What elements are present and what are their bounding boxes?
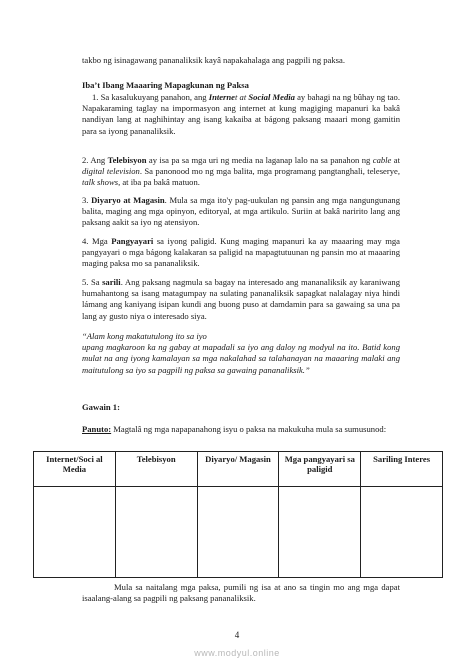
internet-term: Interne — [208, 92, 235, 102]
watermark: www.modyul.online — [194, 648, 280, 658]
column-header-internet: Internet/Soci al Media — [34, 452, 116, 487]
answer-cell-pangyayari[interactable] — [279, 487, 361, 578]
social-media-term: Social Media — [248, 92, 295, 102]
panuto-instruction: Panuto: Magtalâ ng mga napapanahong isyu o paksa na makukuha mula sa sumusunod: — [82, 424, 387, 434]
column-header-pangyayari: Mga pangyayari sa paligid — [279, 452, 361, 487]
source-item-internet: 1. Sa kasalukuyang panahon, ang Internet at Social Media ay bahagi na ng bûhay ng tao. Napakaraming taglay na impormasyon ang internet at kung magiging mapanuri ka bakâ nandiyan lang at naghihintay ang isang kakaiba at bágong paksang maaari mong gamitin para sa iyong pananaliksik. — [82, 92, 400, 136]
column-header-diyaryo: Diyaryo/ Magasin — [197, 452, 279, 487]
column-header-sariling-interes: Sariling Interes — [361, 452, 443, 487]
source-item-sarili: 5. Sa sarili. Ang paksang nagmula sa bagay na interesado ang mananaliksik ay karaniwang humahantong sa isang matagumpay na sulating pananaliksik sapagkat nalalagay niya hindi lámang ang kaniyang isipan kundi ang buong puso at damdamin para sa gawaing sa una pa lang ay gusto niya o interesado siya. — [82, 277, 401, 321]
source-item-telebisyon: 2. Ang Telebisyon ay isa pa sa mga uri ng media na laganap lalo na sa panahon ng cable at digital television. Sa panonood mo ng mga balita, mga programang pangtanghali, teleserye, talk shows, at iba pa bakâ matuon. — [82, 155, 400, 188]
sarili-term: sarili — [102, 277, 121, 287]
telebisyon-term: Telebisyon — [107, 155, 147, 165]
intro-line: takbo ng isinagawang pananaliksik kayâ napakahalaga ang pagpili ng paksa. — [82, 55, 345, 65]
answer-cell-diyaryo[interactable] — [197, 487, 279, 578]
panuto-label: Panuto: — [82, 424, 112, 434]
closing-paragraph: Mula sa naitalang mga paksa, pumili ng isa at ano sa tingin mo ang mga dapat isaalang-alang sa pagpili ng paksang pananaliksik. — [82, 582, 400, 604]
source-item-pangyayari: 4. Mga Pangyayari sa iyong paligid. Kung maging mapanuri ka ay maaaring may mga pangyayari o mga bágong kalakaran sa paligid na mapagtutuunan ng pansin mo at maaaring maging paksa mo sa pananaliksik. — [82, 236, 400, 269]
quote-paragraph: “Alam kong makatutulong ito sa iyo upang magkaroon ka ng gabay at mapadali sa iyo ang daloy ng modyul na ito. Batid kong mulat na ang iyong kamalayan sa mga nakalahad sa talahanayan na maaaring malaki ang maitutulong sa iyo sa pagpili ng paksa sa gawaing pananaliksik.” — [82, 331, 400, 375]
answer-cell-telebisyon[interactable] — [115, 487, 197, 578]
table-answer-row — [34, 487, 443, 578]
source-item-diyaryo: 3. Diyaryo at Magasin. Mula sa mga ito'y pag-uukulan ng pansin ang mga nangungunang balita, maging ang mga opinyon, editoryal, at mga artikulo. Suriin at bakâ naririto lang ang paksang aakit sa iyo ng atensiyon. — [82, 195, 401, 228]
activity-table — [33, 451, 443, 578]
answer-cell-internet[interactable] — [34, 487, 116, 578]
pangyayari-term: Pangyayari — [111, 236, 154, 246]
answer-cell-sariling-interes[interactable] — [361, 487, 443, 578]
diyaryo-term: Diyaryo at Magasin — [91, 195, 165, 205]
section-heading: Iba’t Ibang Maaaring Mapagkunan ng Paksa — [82, 80, 249, 90]
table-header-row — [34, 452, 443, 487]
page-number: 4 — [234, 630, 240, 640]
gawain-heading: Gawain 1: — [82, 402, 120, 412]
column-header-telebisyon: Telebisyon — [115, 452, 197, 487]
